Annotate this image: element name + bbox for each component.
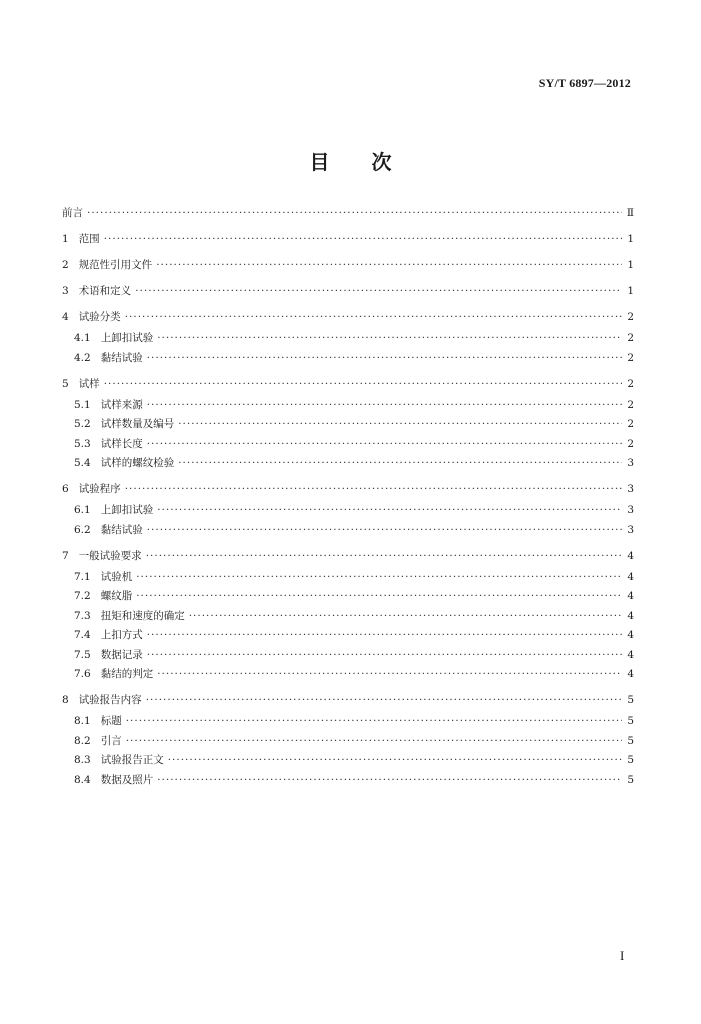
toc-entry-label: 标题 bbox=[100, 715, 122, 727]
toc-entry-page: 4 bbox=[627, 648, 634, 661]
toc-entry-page: 4 bbox=[627, 629, 634, 641]
title-char-2: 次 bbox=[371, 150, 392, 174]
toc-entry-page: 5 bbox=[627, 694, 634, 706]
toc-entry-label: 试验机 bbox=[100, 570, 133, 583]
toc-entry-page: 5 bbox=[627, 734, 634, 747]
toc-entry-number: 5.3 bbox=[74, 437, 91, 450]
toc-entry-number: 5 bbox=[62, 377, 69, 390]
toc-entry-label: 黏结试验 bbox=[100, 351, 143, 364]
toc-entry-number: 7.2 bbox=[74, 590, 91, 602]
toc-entry[interactable] bbox=[62, 259, 634, 272]
toc-entry-page: 2 bbox=[627, 311, 634, 323]
toc-entry-page: 1 bbox=[627, 285, 634, 297]
toc-entry-page: 5 bbox=[627, 754, 634, 766]
toc-entry-page: 3 bbox=[627, 457, 634, 469]
toc-dot-leader bbox=[126, 735, 622, 748]
toc-entry[interactable] bbox=[62, 504, 634, 517]
toc-entry-label: 上卸扣试验 bbox=[100, 332, 154, 344]
toc-entry[interactable] bbox=[62, 285, 634, 298]
toc-entry-number: 6 bbox=[62, 483, 69, 495]
toc-entry-page: 2 bbox=[627, 377, 634, 390]
toc-entry[interactable] bbox=[62, 694, 634, 707]
toc-entry-number: 7.4 bbox=[74, 629, 91, 641]
toc-dot-leader bbox=[147, 629, 622, 642]
toc-entry[interactable] bbox=[62, 629, 634, 642]
toc-entry-number: 6.1 bbox=[74, 504, 91, 516]
toc-entry-page: 5 bbox=[627, 773, 634, 786]
toc-entry-page: 3 bbox=[627, 483, 634, 495]
toc-dot-leader bbox=[157, 668, 622, 681]
toc-entry-page: 4 bbox=[627, 609, 634, 622]
toc-entry-label: 试验报告内容 bbox=[78, 694, 142, 706]
toc-entry[interactable] bbox=[62, 715, 634, 728]
toc-entry-label: 术语和定义 bbox=[78, 285, 132, 297]
toc-entry-label: 试验分类 bbox=[78, 311, 121, 323]
title-char-1: 目 bbox=[309, 150, 330, 174]
toc-entry-number: 7 bbox=[62, 549, 69, 562]
toc-entry-number: 6.2 bbox=[74, 523, 91, 536]
toc-entry[interactable] bbox=[62, 438, 634, 451]
toc-entry-number: 8.2 bbox=[74, 734, 91, 747]
toc-dot-leader bbox=[147, 399, 622, 412]
toc-entry-label: 范围 bbox=[78, 233, 100, 245]
standard-code: SY/T 6897—2012 bbox=[538, 76, 631, 90]
toc-entry-label: 试样来源 bbox=[100, 398, 143, 411]
toc-dot-leader bbox=[104, 378, 622, 391]
toc-entry[interactable] bbox=[62, 207, 634, 220]
toc-entry-label: 试样数量及编号 bbox=[100, 418, 175, 430]
page-number: I bbox=[620, 948, 625, 963]
toc-entry[interactable] bbox=[62, 774, 634, 787]
toc-entry[interactable] bbox=[62, 311, 634, 324]
page-title bbox=[0, 146, 701, 175]
toc-dot-leader bbox=[136, 590, 622, 603]
toc-entry[interactable] bbox=[62, 550, 634, 563]
toc-entry-label: 上扣方式 bbox=[100, 629, 143, 641]
toc-entry-label: 扭矩和速度的确定 bbox=[100, 609, 185, 622]
toc-entry-number: 7.5 bbox=[74, 648, 91, 661]
toc-dot-leader bbox=[125, 311, 622, 324]
toc-entry-number: 2 bbox=[62, 259, 69, 271]
toc-entry[interactable] bbox=[62, 524, 634, 537]
toc-entry-label: 前言 bbox=[62, 207, 83, 219]
toc-entry-page: 4 bbox=[627, 549, 634, 562]
toc-dot-leader bbox=[125, 483, 622, 496]
toc-entry[interactable] bbox=[62, 754, 634, 767]
toc-entry[interactable] bbox=[62, 483, 634, 496]
toc-entry[interactable] bbox=[62, 668, 634, 681]
toc-entry-number: 3 bbox=[62, 285, 69, 297]
toc-entry-number: 5.1 bbox=[74, 398, 91, 411]
toc-entry-label: 试样的螺纹检验 bbox=[100, 457, 175, 469]
toc-entry-label: 试样 bbox=[78, 377, 100, 390]
toc-entry-label: 试验程序 bbox=[78, 483, 121, 495]
toc-entry-label: 黏结试验 bbox=[100, 523, 143, 536]
toc-entry-number: 8 bbox=[62, 694, 69, 706]
toc-dot-leader bbox=[157, 332, 622, 345]
toc-entry-page: 2 bbox=[627, 437, 634, 450]
toc-dot-leader bbox=[157, 774, 622, 787]
toc-dot-leader bbox=[189, 610, 622, 623]
toc-entry-page: 1 bbox=[627, 233, 634, 245]
toc-entry[interactable] bbox=[62, 399, 634, 412]
toc-entry[interactable] bbox=[62, 352, 634, 365]
toc-entry-number: 7.3 bbox=[74, 609, 91, 622]
toc-entry-page: 2 bbox=[627, 351, 634, 364]
toc-entry-page: 1 bbox=[627, 259, 634, 271]
toc-entry-page: 3 bbox=[627, 504, 634, 516]
toc-entry-label: 试验报告正文 bbox=[100, 754, 164, 766]
toc-entry-page: 4 bbox=[627, 590, 634, 602]
toc-dot-leader bbox=[136, 571, 622, 584]
toc-entry[interactable] bbox=[62, 649, 634, 662]
toc-entry-number: 4.1 bbox=[74, 332, 91, 344]
toc-entry[interactable] bbox=[62, 457, 634, 470]
toc-entry[interactable] bbox=[62, 590, 634, 603]
toc-dot-leader bbox=[168, 754, 622, 767]
toc-entry-label: 上卸扣试验 bbox=[100, 504, 154, 516]
toc-entry-number: 8.4 bbox=[74, 773, 91, 786]
toc-dot-leader bbox=[147, 352, 622, 365]
toc-entry-number: 4.2 bbox=[74, 351, 91, 364]
toc-entry-page: 2 bbox=[627, 418, 634, 430]
toc-dot-leader bbox=[156, 259, 622, 272]
toc-dot-leader bbox=[147, 524, 622, 537]
toc-entry-number: 8.1 bbox=[74, 715, 91, 727]
toc-dot-leader bbox=[146, 694, 622, 707]
toc-dot-leader bbox=[147, 649, 622, 662]
toc-entry-page: 4 bbox=[627, 570, 634, 583]
toc-entry[interactable] bbox=[62, 571, 634, 584]
toc-entry-label: 黏结的判定 bbox=[100, 668, 154, 680]
toc-entry-label: 数据及照片 bbox=[100, 773, 154, 786]
toc-entry-number: 7.6 bbox=[74, 668, 91, 680]
toc-entry-page: Ⅱ bbox=[626, 207, 634, 219]
toc-entry-label: 试样长度 bbox=[100, 437, 143, 450]
toc-entry-label: 数据记录 bbox=[100, 648, 143, 661]
toc-entry-page: 5 bbox=[627, 715, 634, 727]
toc-dot-leader bbox=[126, 715, 622, 728]
toc-dot-leader bbox=[104, 233, 622, 246]
toc-entry-number: 8.3 bbox=[74, 754, 91, 766]
toc-dot-leader bbox=[147, 438, 622, 451]
toc-entry[interactable] bbox=[62, 418, 634, 431]
toc-dot-leader bbox=[178, 457, 622, 470]
toc-entry[interactable] bbox=[62, 735, 634, 748]
toc-entry[interactable] bbox=[62, 233, 634, 246]
toc-entry-page: 3 bbox=[627, 523, 634, 536]
toc-entry[interactable] bbox=[62, 332, 634, 345]
toc-entry[interactable] bbox=[62, 610, 634, 623]
toc-entry-number: 1 bbox=[62, 233, 69, 245]
toc-entry-label: 引言 bbox=[100, 734, 122, 747]
toc-dot-leader bbox=[135, 285, 622, 298]
toc-entry[interactable] bbox=[62, 378, 634, 391]
toc-entry-label: 一般试验要求 bbox=[78, 549, 142, 562]
toc-entry-page: 2 bbox=[627, 332, 634, 344]
toc-dot-leader bbox=[146, 550, 622, 563]
toc-dot-leader bbox=[87, 207, 622, 220]
toc-entry-number: 5.2 bbox=[74, 418, 91, 430]
toc-dot-leader bbox=[178, 418, 622, 431]
toc-entry-label: 规范性引用文件 bbox=[78, 259, 153, 271]
toc-entry-number: 5.4 bbox=[74, 457, 91, 469]
toc-entry-number: 7.1 bbox=[74, 570, 91, 583]
toc-entry-label: 螺纹脂 bbox=[100, 590, 133, 602]
toc-dot-leader bbox=[157, 504, 622, 517]
toc-entry-page: 4 bbox=[627, 668, 634, 680]
toc-entry-number: 4 bbox=[62, 311, 69, 323]
toc-entry-page: 2 bbox=[627, 398, 634, 411]
